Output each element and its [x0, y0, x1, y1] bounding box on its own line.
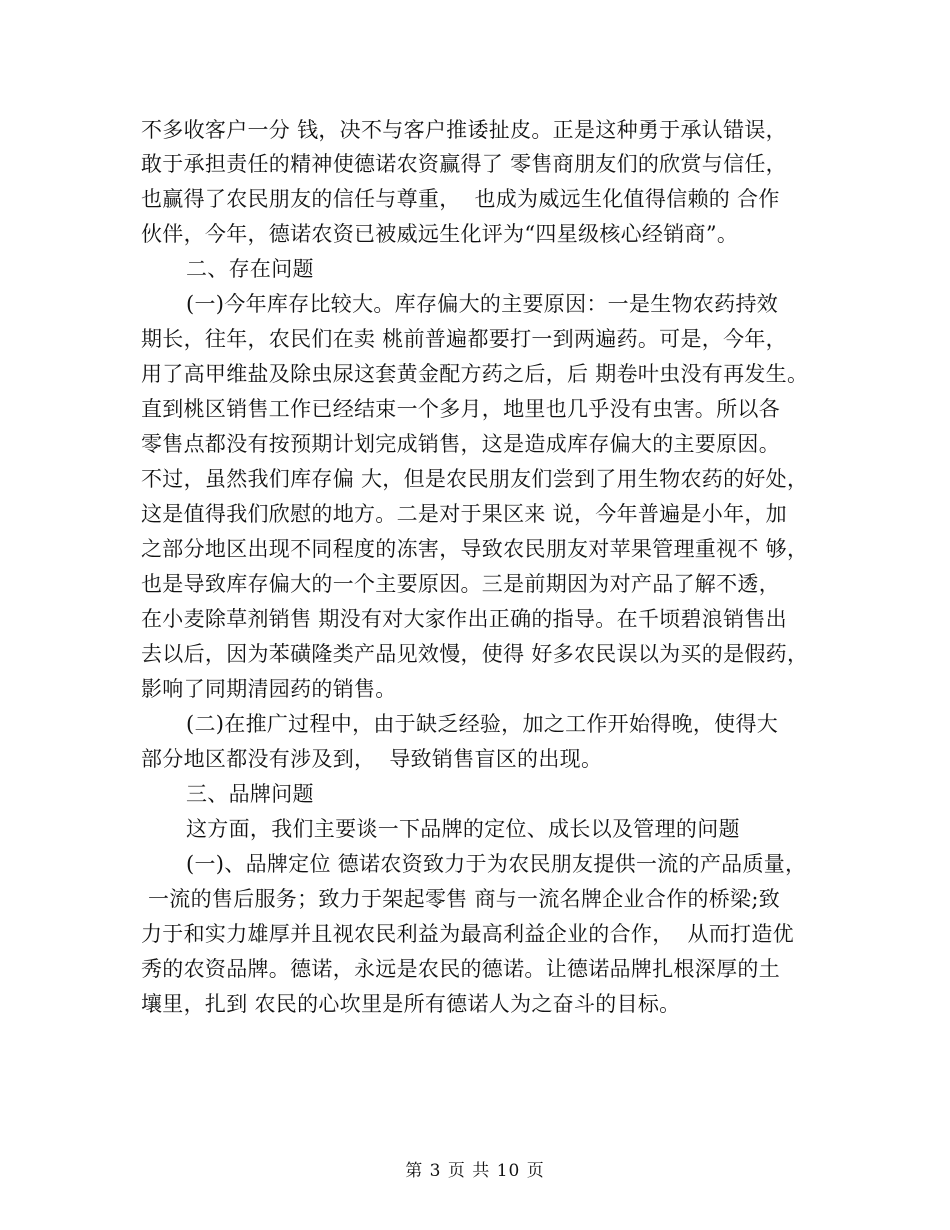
- body-line: 也赢得了农民朋友的信任与尊重， 也成为威远生化值得信赖的 合作: [141, 187, 780, 211]
- body-line: (二)在推广过程中，由于缺乏经验，加之工作开始得晚，使得大: [186, 712, 779, 736]
- body-line: 力于和实力雄厚并且视农民利益为最高利益企业的合作， 从而打造优: [141, 922, 794, 946]
- body-line: 一流的售后服务；致力于架起零售 商与一流名牌企业合作的桥梁;致: [141, 887, 781, 911]
- body-line: 壤里，扎到 农民的心坎里是所有德诺人为之奋斗的目标。: [141, 992, 681, 1016]
- section-heading: 三、品牌问题: [186, 782, 314, 806]
- body-line: 影响了同期清园药的销售。: [141, 677, 397, 701]
- body-line: (一)今年库存比较大。库存偏大的主要原因：一是生物农药持效: [186, 292, 779, 316]
- body-line: 直到桃区销售工作已经结束一个多月，地里也几乎没有虫害。所以各: [141, 397, 780, 421]
- body-line: 伙伴，今年，德诺农资已被威远生化评为“四星级核心经销商”。: [141, 222, 739, 246]
- section-heading: 二、存在问题: [186, 257, 314, 281]
- body-line: 这是值得我们欣慰的地方。二是对于果区来 说，今年普遍是小年，加: [141, 502, 787, 526]
- body-line: (一)、品牌定位 德诺农资致力于为农民朋友提供一流的产品质量，: [186, 852, 807, 876]
- body-line: 也是导致库存偏大的一个主要原因。三是前期因为对产品了解不透，: [141, 572, 780, 596]
- body-line: 去以后，因为苯磺隆类产品见效慢，使得 好多农民误以为买的是假药，: [141, 642, 809, 666]
- body-line: 部分地区都没有涉及到， 导致销售盲区的出现。: [141, 747, 603, 771]
- body-line: 敢于承担责任的精神使德诺农资赢得了 零售商朋友们的欣赏与信任，: [141, 152, 787, 176]
- body-line: 这方面，我们主要谈一下品牌的定位、成长以及管理的问题: [186, 817, 740, 841]
- body-line: 秀的农资品牌。德诺，永远是农民的德诺。让德诺品牌扎根深厚的土: [141, 957, 780, 981]
- body-line: 零售点都没有按预期计划完成销售，这是造成库存偏大的主要原因。: [141, 432, 780, 456]
- body-line: 不过，虽然我们库存偏 大，但是农民朋友们尝到了用生物农药的好处，: [141, 467, 809, 491]
- body-line: 期长，往年，农民们在卖 桃前普遍都要打一到两遍药。可是，今年，: [141, 327, 787, 351]
- body-line: 用了高甲维盐及除虫尿这套黄金配方药之后，后 期卷叶虫没有再发生。: [141, 362, 809, 386]
- body-line: 不多收客户一分 钱，决不与客户推诿扯皮。正是这种勇于承认错误，: [141, 118, 787, 142]
- page-footer: 第 3 页 共 10 页: [405, 1161, 545, 1181]
- body-line: 之部分地区出现不同程度的冻害，导致农民朋友对苹果管理重视不 够，: [141, 537, 809, 561]
- body-line: 在小麦除草剂销售 期没有对大家作出正确的指导。在千顷碧浪销售出: [141, 607, 787, 631]
